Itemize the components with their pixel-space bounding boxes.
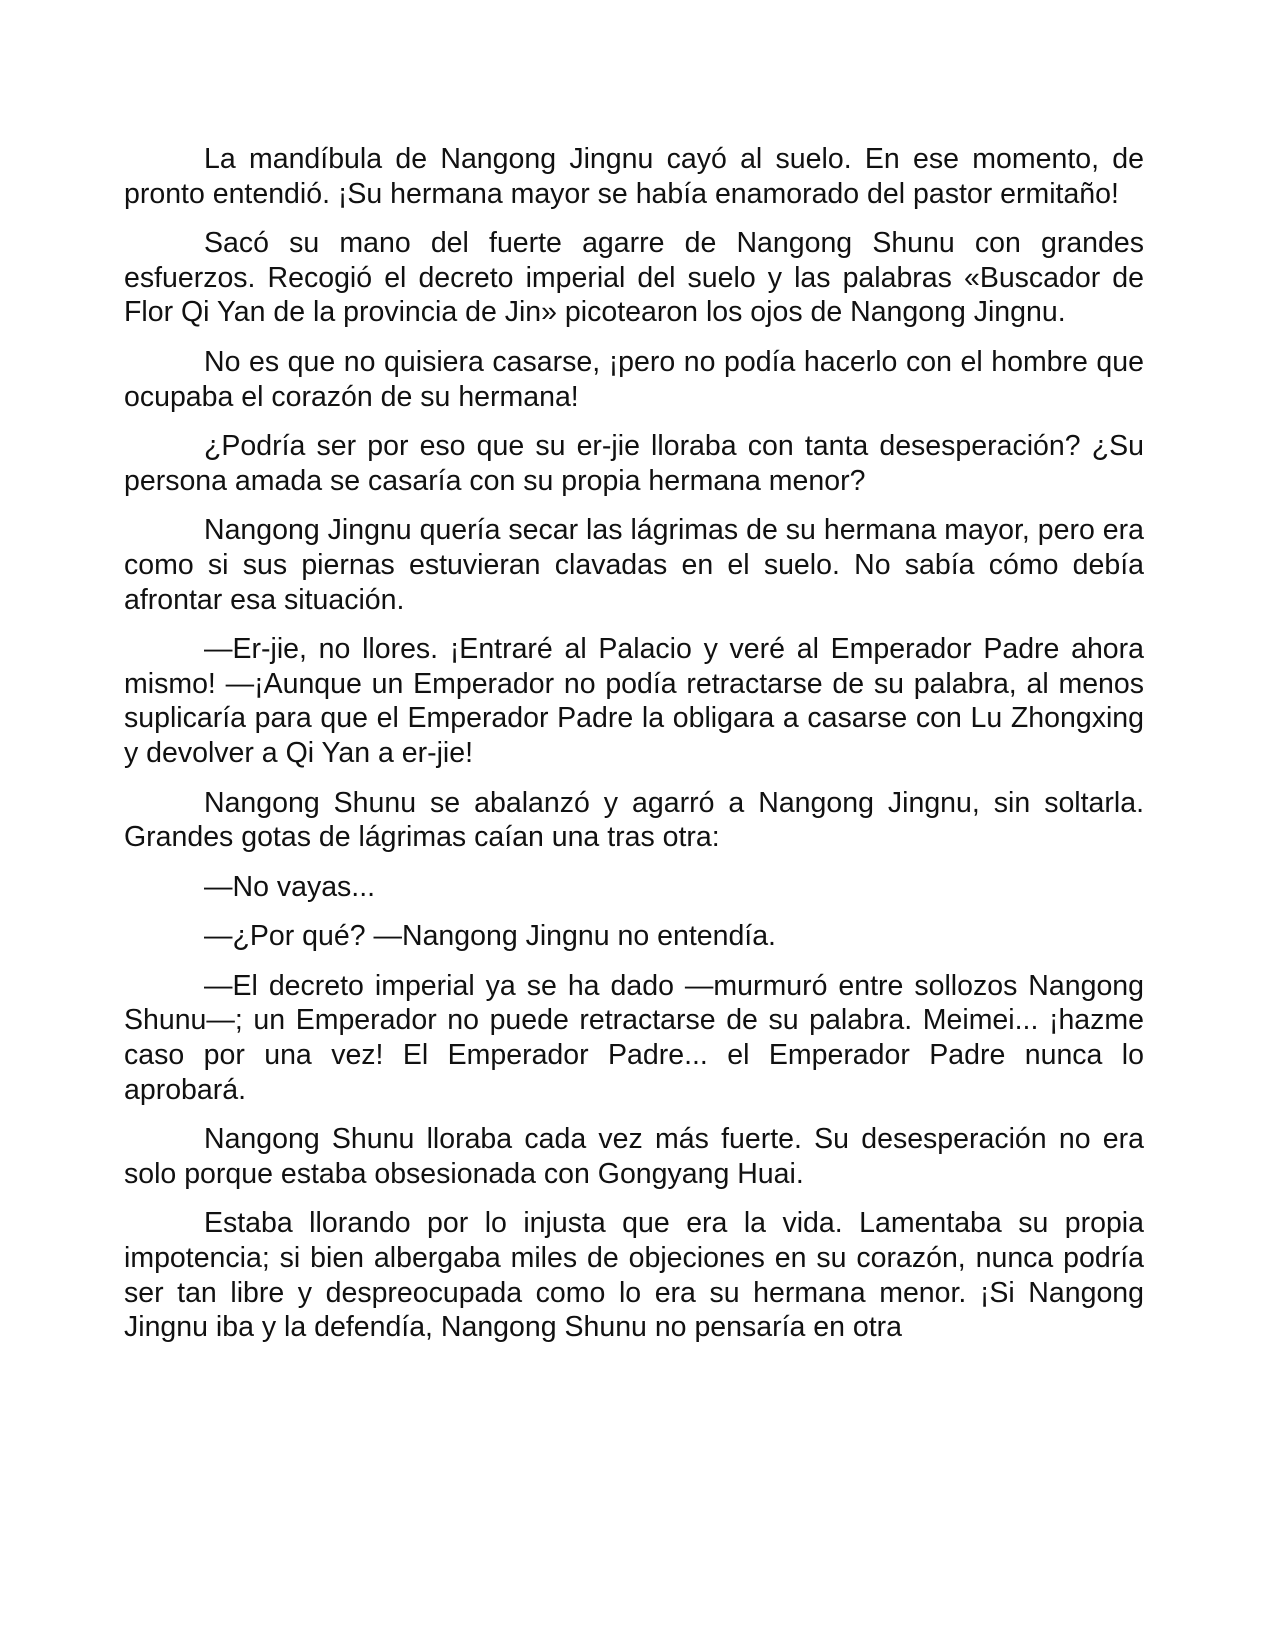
paragraph-5: Nangong Jingnu quería secar las lágrimas de su hermana mayor, pero era como si sus piernas estuvieran clavadas en el suelo. No sabía cómo debía afrontar esa situación. [124,514,1144,616]
paragraph-1: La mandíbula de Nangong Jingnu cayó al suelo. En ese momento, de pronto entendió. ¡Su hermana mayor se había enamorado del pastor ermitaño! [124,143,1144,210]
paragraph-7: Nangong Shunu se abalanzó y agarró a Nangong Jingnu, sin soltarla. Grandes gotas de lágrimas caían una tras otra: [124,786,1144,854]
paragraph-11: Nangong Shunu lloraba cada vez más fuerte. Su desesperación no era solo porque estaba obsesionada con Gongyang Huai. [124,1123,1144,1190]
paragraph-10: —El decreto imperial ya se ha dado —murmuró entre sollozos Nangong Shunu—; un Emperador no puede retractarse de su palabra. Meimei... ¡hazme caso por una vez! El Emperador Padre... el Emperador Padre nunca lo aprobará. [124,969,1144,1106]
paragraph-2: Sacó su mano del fuerte agarre de Nangong Shunu con grandes esfuerzos. Recogió el decreto imperial del suelo y las palabras «Buscador de Flor Qi Yan de la provincia de Jin» picotearon los ojos de Nangong Jingnu. [124,227,1144,329]
paragraph-6: —Er-jie, no llores. ¡Entraré al Palacio y veré al Emperador Padre ahora mismo! —¡Aunque un Emperador no podía retractarse de su palabra, al menos suplicaría para que el Emperador Padre la obligara a casarse con Lu Zhongxing y devolver a Qi Yan a er-jie! [124,633,1144,769]
document-page [124,142,1144,1360]
paragraph-12: Estaba llorando por lo injusta que era la vida. Lamentaba su propia impotencia; si bien albergaba miles de objeciones en su corazón, nunca podría ser tan libre y despreocupada como lo era su hermana menor. ¡Si Nangong Jingnu iba y la defendía, Nangong Shunu no pensaría en otra [124,1207,1144,1344]
paragraph-4: ¿Podría ser por eso que su er-jie lloraba con tanta desesperación? ¿Su persona amada se casaría con su propia hermana menor? [124,430,1144,497]
paragraph-8: —No vayas... [204,870,376,903]
paragraph-3: No es que no quisiera casarse, ¡pero no podía hacerlo con el hombre que ocupaba el corazón de su hermana! [124,345,1144,413]
paragraph-9: —¿Por qué? —Nangong Jingnu no entendía. [204,920,776,953]
